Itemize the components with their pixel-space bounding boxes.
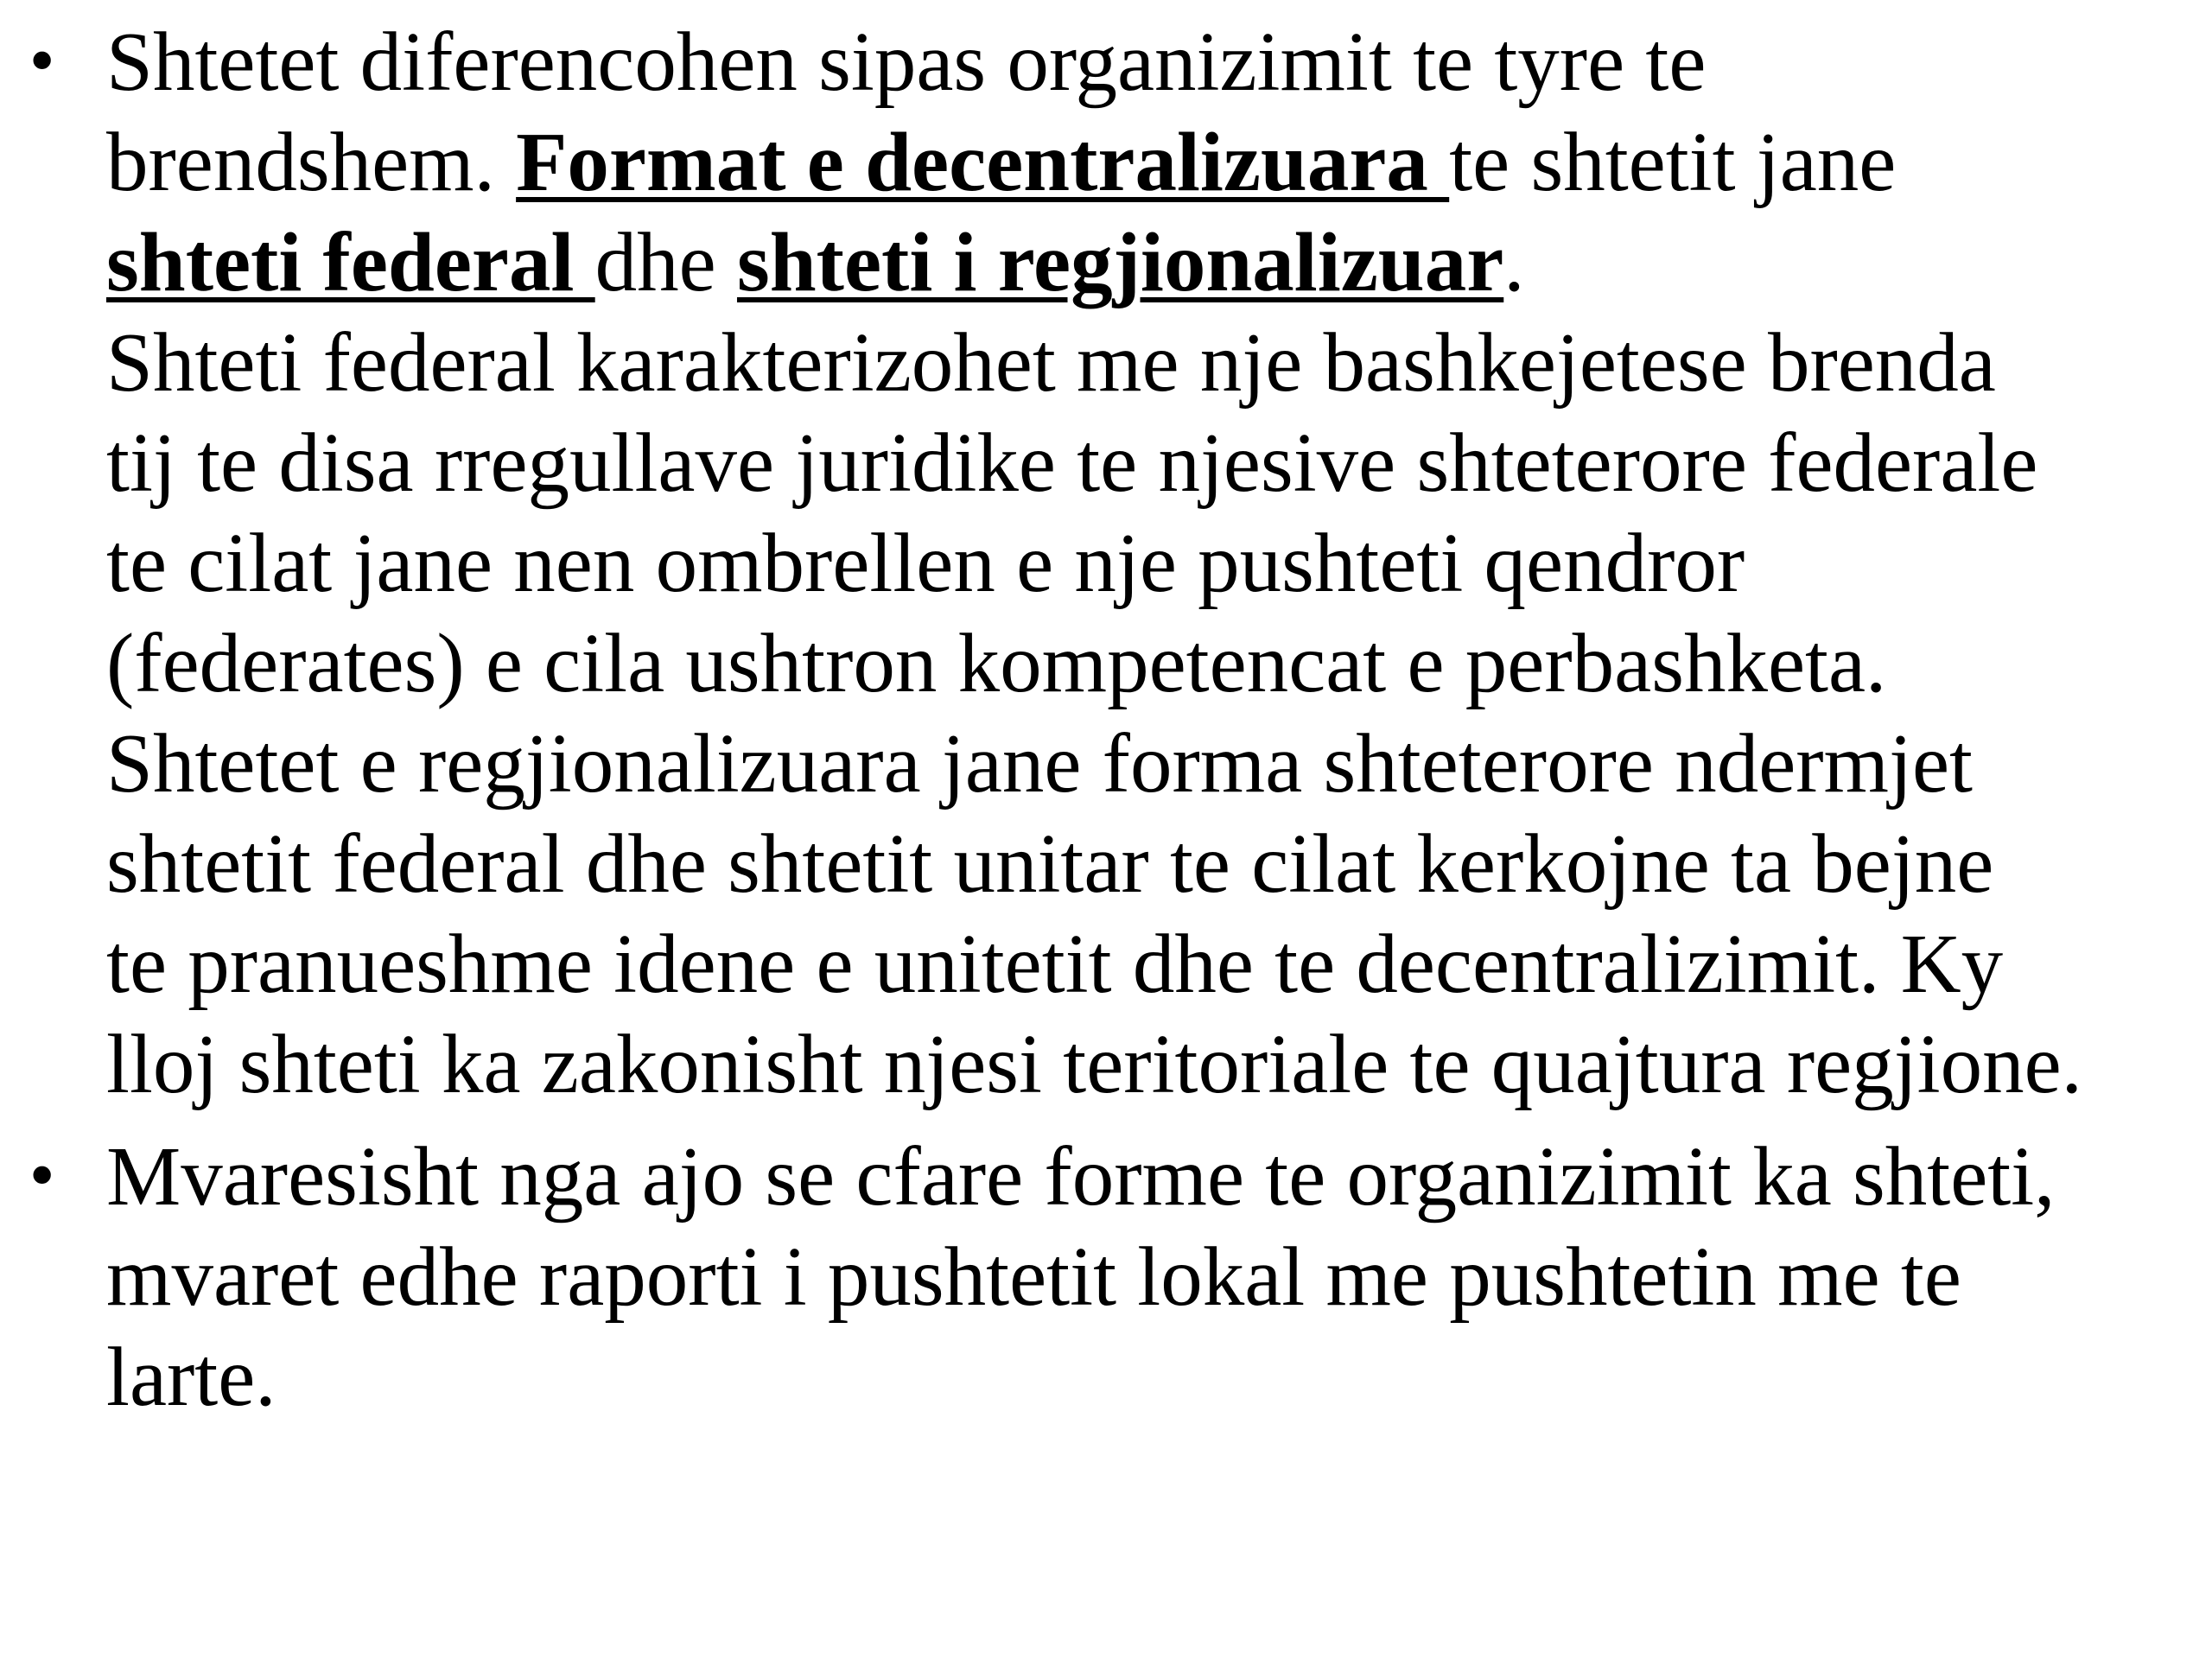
text-line [106, 12, 2203, 112]
text-run: te pranueshme idene e unitetit dhe te decentralizimit. Ky [106, 918, 2004, 1010]
text-run: larte. [106, 1331, 276, 1423]
text-run: mvaret edhe raporti i pushtetit lokal me pushtetin me te [106, 1230, 1961, 1323]
bullet-icon: • [24, 27, 60, 98]
text-run: brendshem. [106, 116, 517, 208]
text-line [106, 1327, 2203, 1427]
text-run: (federates) e cila ushtron kompetencat e perbashketa. [106, 617, 1887, 709]
text-run: Shtetet e regjionalizuara jane forma shteterore ndermjet [106, 717, 1973, 810]
text-line [106, 714, 2203, 814]
text-line [106, 513, 2203, 613]
emphasis-term-shteti-regjionalizuar: shteti i regjionalizuar [736, 216, 1504, 308]
text-run: lloj shteti ka zakonisht njesi teritoriale te quajtura regjione. [106, 1018, 2082, 1110]
text-line [106, 112, 2203, 213]
text-line [106, 1014, 2203, 1115]
bullet-item-1 [0, 12, 2212, 1115]
text-run: Shteti federal karakterizohet me nje bashkejetese brenda [106, 316, 1996, 409]
text-run: te cilat jane nen ombrellen e nje pushteti qendror [106, 517, 1745, 609]
text-run: Mvaresisht nga ajo se cfare forme te organizimit ka shteti, [106, 1130, 2056, 1223]
bullet-icon: • [24, 1141, 60, 1212]
text-line [106, 1127, 2203, 1227]
bullet-list [0, 12, 2212, 1427]
text-line [106, 313, 2203, 413]
text-run: . [1503, 216, 1525, 308]
bullet-item-2 [0, 1127, 2212, 1427]
text-line [106, 413, 2203, 513]
text-run: shtetit federal dhe shtetit unitar te cilat kerkojne ta bejne [106, 817, 1994, 910]
emphasis-term-shteti-federal: shteti federal [106, 216, 595, 308]
text-line [106, 914, 2203, 1014]
text-run: tij te disa rregullave juridike te njesive shteterore federale [106, 416, 2038, 509]
text-run: te shtetit jane [1449, 116, 1897, 208]
text-line [106, 213, 2203, 313]
text-line [106, 613, 2203, 714]
emphasis-term-format-decentralizuara: Format e decentralizuara [516, 116, 1450, 208]
text-run: dhe [594, 216, 737, 308]
text-line [106, 1227, 2203, 1327]
text-line [106, 814, 2203, 914]
text-run: Shtetet diferencohen sipas organizimit te tyre te [106, 16, 1707, 108]
